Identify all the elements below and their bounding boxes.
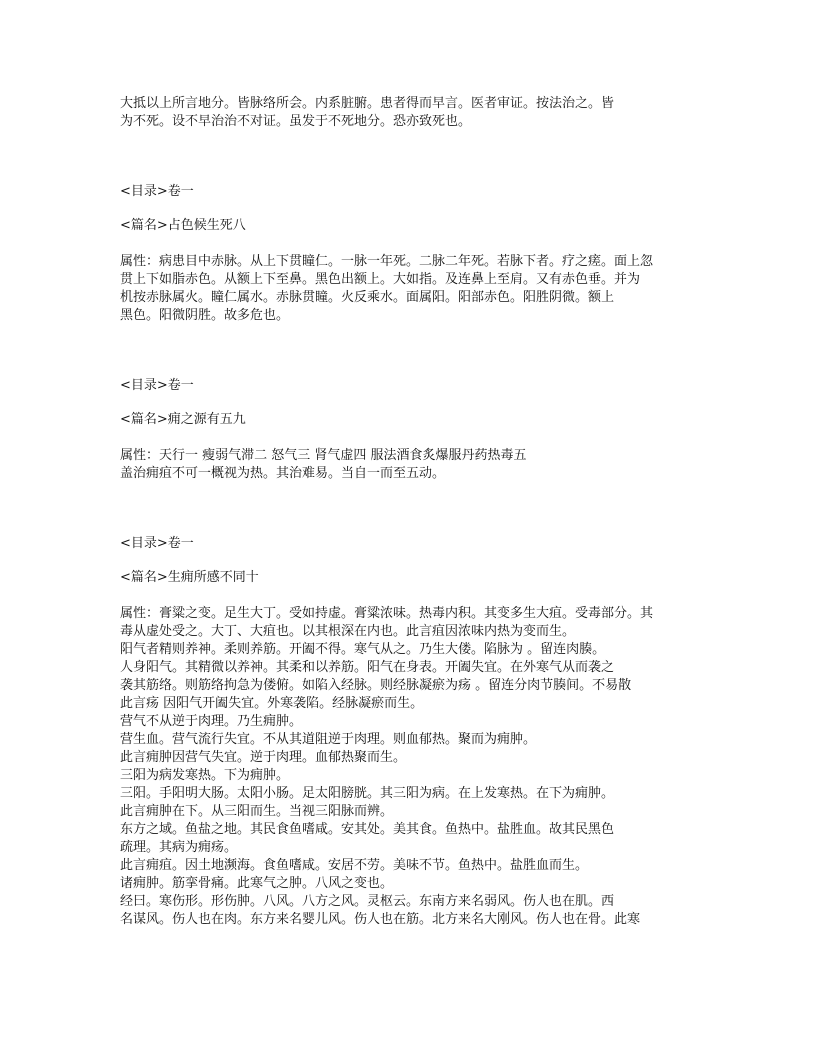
text-line: 属性：病患目中赤脉。从上下贯瞳仁。一脉一年死。二脉二年死。若脉下者。疗之瘥。面上忽 xyxy=(120,254,654,269)
intro-paragraph xyxy=(120,95,710,131)
text-line: 属性：天行一 瘦弱气滞二 怒气三 肾气虚四 服法酒食炙爆服丹药热毒五 xyxy=(120,448,527,463)
text-line: 为不死。设不早治治不对证。虽发于不死地分。恐亦致死也。 xyxy=(120,114,472,129)
text-line: 此言痈疽。因土地濒海。食鱼嗜咸。安居不劳。美味不节。鱼热中。盐胜血而生。 xyxy=(120,858,589,873)
document-page xyxy=(120,95,710,929)
text-line: 毒从虚处受之。大丁、大疽也。以其根深在内也。此言疽因浓味内热为变而生。 xyxy=(120,624,576,639)
text-line: 机按赤脉属火。瞳仁属水。赤脉贯瞳。火反乘水。面属阳。阳部赤色。阳胜阴微。额上 xyxy=(120,290,615,305)
text-line: 袭其筋络。则筋络拘急为偻俯。如陷入经脉。则经脉凝瘀为疡 。留连分肉节腠间。不易散 xyxy=(120,678,632,693)
text-line: 此言痈肿因营气失宜。逆于肉理。血郁热聚而生。 xyxy=(120,750,407,765)
text-line: 经曰。寒伤形。形伤肿。八风。八方之风。灵枢云。东南方来名弱风。伤人也在肌。西 xyxy=(120,894,615,909)
section-2 xyxy=(120,377,710,483)
text-line: 人身阳气。其精微以养神。其柔和以养筋。阳气在身表。开阖失宜。在外寒气从而袭之 xyxy=(120,660,615,675)
section-1 xyxy=(120,183,710,325)
section-title: <篇名>占色候生死八 xyxy=(120,218,246,233)
text-line: 此言痈肿在下。从三阳而生。当视三阳脉而辨。 xyxy=(120,804,394,819)
text-line: 黑色。阳微阴胜。故多危也。 xyxy=(120,308,290,323)
text-line: 三阳为病发寒热。下为痈肿。 xyxy=(120,768,290,783)
section-title: <篇名>痈之源有五九 xyxy=(120,412,246,427)
text-line: 贯上下如脂赤色。从额上下至鼻。黑色出额上。大如指。及连鼻上至肩。又有赤色垂。并为 xyxy=(120,272,641,287)
text-line: 盖治痈疽不可一概视为热。其治难易。当自一而至五动。 xyxy=(120,466,446,481)
text-line: 营生血。营气流行失宜。不从其道阻逆于肉理。则血郁热。聚而为痈肿。 xyxy=(120,732,537,747)
text-line: 疏理。其病为痈疡。 xyxy=(120,840,238,855)
text-line: 属性：膏粱之变。足生大丁。受如持虚。膏粱浓味。热毒内积。其变多生大疽。受毒部分。其 xyxy=(120,606,654,621)
text-line: 阳气者精则养神。柔则养筋。开阖不得。寒气从之。乃生大偻。陷脉为 。留连肉腠。 xyxy=(120,642,606,657)
text-line: 名谋风。伤人也在肉。东方来名婴儿风。伤人也在筋。北方来名大刚风。伤人也在骨。此寒 xyxy=(120,912,641,927)
text-line: 三阳。手阳明大肠。太阳小肠。足太阳膀胱。其三阳为病。在上发寒热。在下为痈肿。 xyxy=(120,786,615,801)
text-line: 此言疡 因阳气开阖失宜。外寒袭陷。经脉凝瘀而生。 xyxy=(120,696,424,711)
text-line: 东方之域。鱼盐之地。其民食鱼嗜咸。安其处。美其食。鱼热中。盐胜血。故其民黑色 xyxy=(120,822,615,837)
catalog-heading: <目录>卷一 xyxy=(120,536,194,551)
text-line: 诸痈肿。筋挛骨痛。此寒气之肿。八风之变也。 xyxy=(120,876,394,891)
catalog-heading: <目录>卷一 xyxy=(120,378,194,393)
text-line: 营气不从逆于肉理。乃生痈肿。 xyxy=(120,714,303,729)
section-3 xyxy=(120,535,710,929)
section-title: <篇名>生痈所感不同十 xyxy=(120,570,259,585)
catalog-heading: <目录>卷一 xyxy=(120,184,194,199)
text-line: 大抵以上所言地分。皆脉络所会。内系脏腑。患者得而早言。医者审证。按法治之。皆 xyxy=(120,96,615,111)
